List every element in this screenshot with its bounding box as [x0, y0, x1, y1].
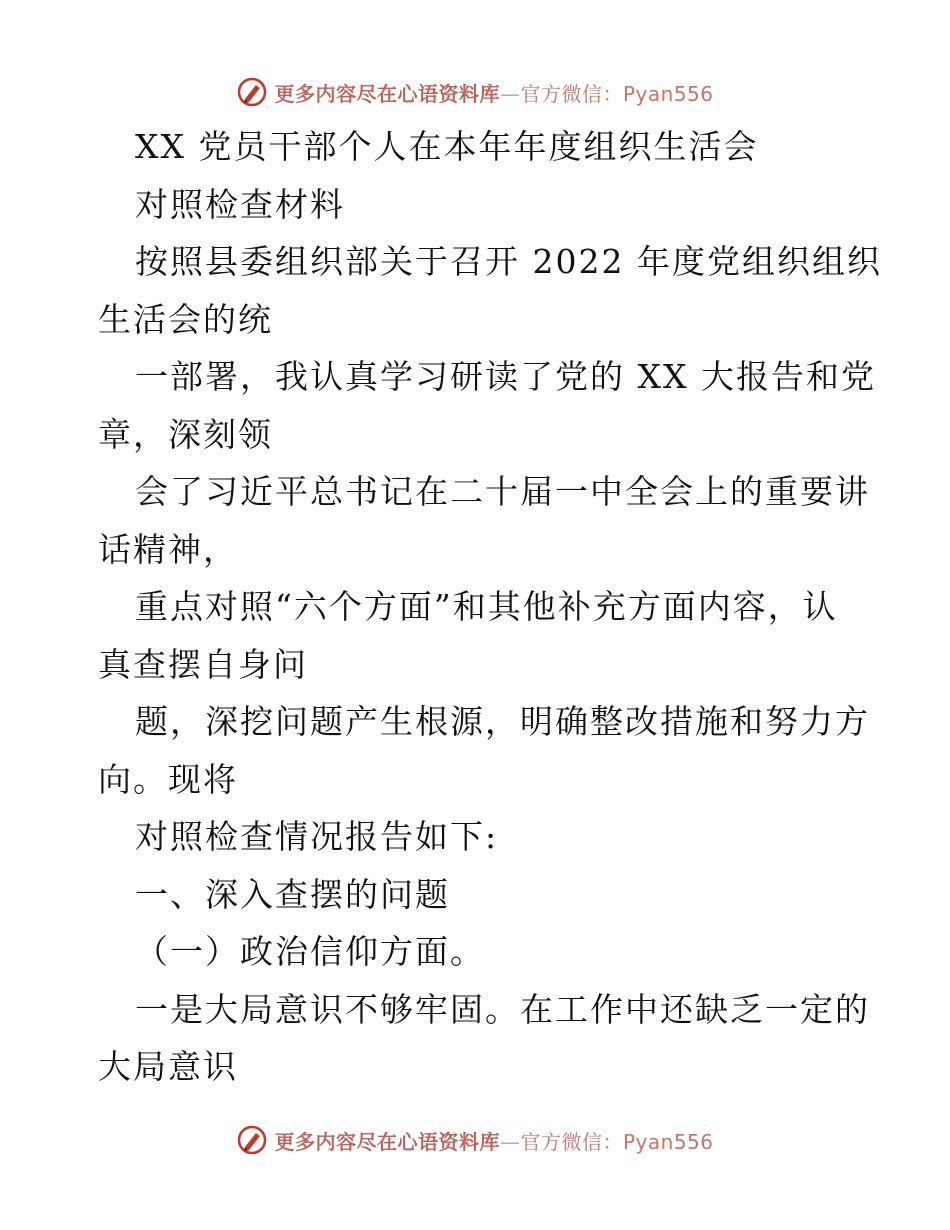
header-banner [0, 72, 950, 112]
banner-wechat-label: 官方微信： [520, 1129, 623, 1154]
pen-logo-icon [236, 1124, 268, 1156]
paragraph-line: 会了习近平总书记在二十届一中全会上的重要讲 [135, 472, 870, 511]
paragraph-line: 章，深刻领 [98, 414, 273, 454]
paragraph-line: 大局意识 [98, 1047, 238, 1086]
paragraph-line: 生活会的统 [98, 299, 273, 339]
paragraph-line: 话精神， [98, 529, 238, 569]
section-heading: 一、深入查摆的问题 [135, 874, 450, 914]
paragraph-line: 真查摆自身问 [98, 644, 308, 684]
footer-banner [0, 1120, 950, 1160]
document-body [98, 118, 882, 1096]
banner-wechat-label: 官方微信： [520, 81, 623, 106]
subsection-heading: （一）政治信仰方面。 [135, 932, 485, 971]
banner-dash: — [499, 1129, 521, 1154]
banner-dash: — [499, 81, 521, 106]
paragraph-line: 一部署，我认真学习研读了党的 XX 大报告和党 [135, 357, 876, 396]
banner-main-text: 更多内容尽在心语资料库 [274, 1129, 500, 1154]
banner-text [274, 78, 713, 107]
paragraph-line: 题，深挖问题产生根源，明确整改措施和努力方 [135, 702, 870, 741]
pen-logo-icon [236, 76, 268, 108]
paragraph-line: 向。现将 [98, 759, 238, 799]
paragraph-line: 按照县委组织部关于召开 2022 年度党组织组织 [135, 242, 882, 281]
paragraph-line: 一是大局意识不够牢固。在工作中还缺乏一定的 [135, 989, 870, 1029]
banner-wechat-id: Pyan556 [622, 1129, 714, 1154]
banner-wechat-id: Pyan556 [622, 81, 714, 106]
doc-title-line-1: XX 党员干部个人在本年年度组织生活会 [135, 127, 759, 166]
paragraph-line: 对照检查情况报告如下: [135, 817, 499, 856]
doc-title-line-2: 对照检查材料 [135, 184, 345, 224]
banner-text [274, 1126, 713, 1155]
paragraph-line: 重点对照“六个方面”和其他补充方面内容，认 [135, 587, 838, 626]
banner-main-text: 更多内容尽在心语资料库 [274, 81, 500, 106]
